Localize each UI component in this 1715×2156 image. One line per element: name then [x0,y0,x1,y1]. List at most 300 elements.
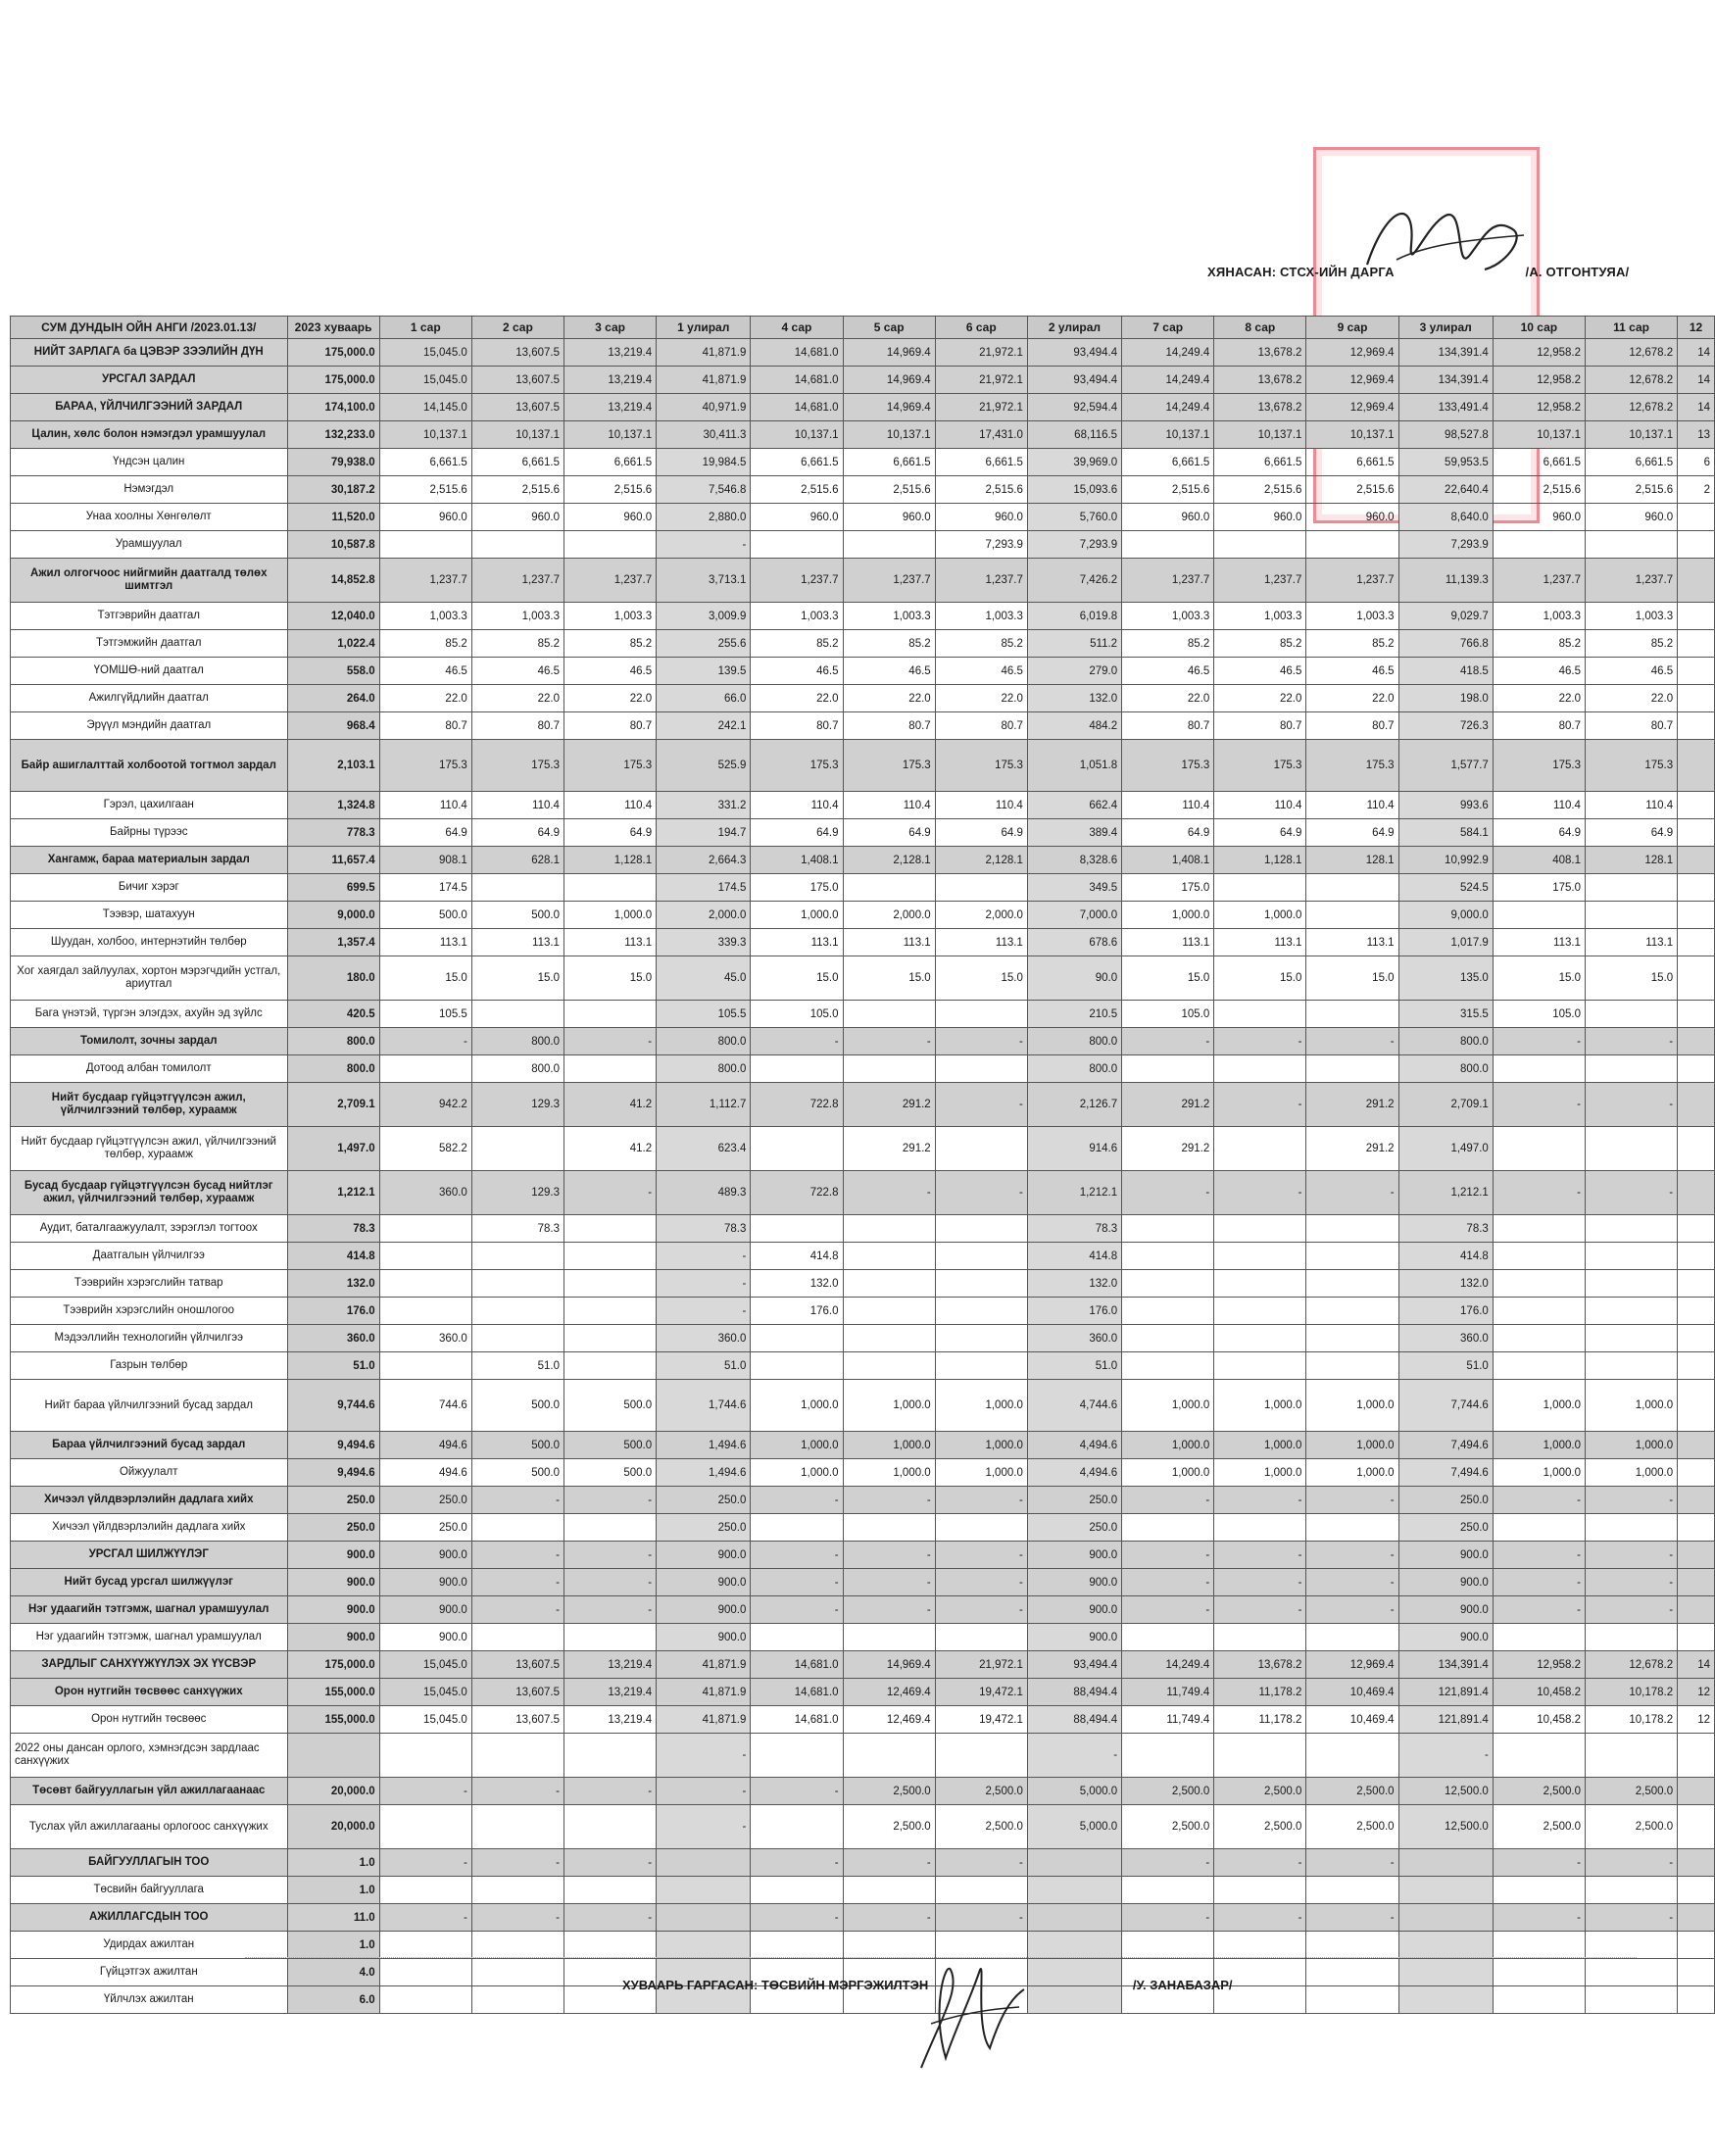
table-cell [1493,1932,1585,1959]
table-cell [471,1270,564,1298]
table-cell: 11,657.4 [287,847,379,874]
table-row [11,1215,1715,1243]
table-cell [1678,1986,1715,2014]
table-cell: 914.6 [1027,1127,1121,1171]
column-header: 3 улирал [1398,317,1493,339]
table-cell: 68,116.5 [1027,421,1121,449]
table-cell [843,1215,935,1243]
table-cell: 51.0 [287,1352,379,1380]
table-cell: 6,661.5 [1214,449,1306,476]
table-cell: 2,500.0 [1493,1778,1585,1805]
table-cell [1122,1877,1214,1904]
table-cell: 2,000.0 [843,902,935,929]
table-cell: - [1122,1849,1214,1877]
table-row [11,1651,1715,1679]
table-cell: 13,607.5 [471,1651,564,1679]
row-label: Бусад бусдаар гүйцэтгүүлсэн бусад нийтлэг ажил, үйлчилгээний төлбөр, хураамж [11,1171,288,1215]
table-cell: 7,293.9 [935,531,1027,559]
table-cell: 132.0 [287,1270,379,1298]
table-cell [1585,1959,1677,1986]
table-cell [1214,1932,1306,1959]
table-cell: - [935,1028,1027,1055]
table-cell [1493,1986,1585,2014]
column-header: 9 сар [1306,317,1398,339]
table-cell [935,1325,1027,1352]
table-cell [1678,929,1715,956]
table-cell: 80.7 [1306,712,1398,740]
table-row [11,1001,1715,1028]
table-cell: 500.0 [471,1380,564,1432]
table-cell [1122,1055,1214,1083]
table-row [11,1778,1715,1805]
table-cell: 1,000.0 [1214,902,1306,929]
table-cell: 331.2 [657,792,751,819]
table-cell [1678,1028,1715,1055]
table-cell [1306,902,1398,929]
column-header: 3 сар [564,317,656,339]
table-cell: 21,972.1 [935,1651,1027,1679]
table-cell: - [843,1569,935,1596]
table-cell: 13 [1678,421,1715,449]
table-cell [1678,1459,1715,1487]
table-cell: 360.0 [379,1325,471,1352]
table-cell: 900.0 [1398,1569,1493,1596]
table-cell [1398,1986,1493,2014]
approver-signature [1357,186,1534,304]
table-cell: 13,219.4 [564,1651,656,1679]
table-cell: - [1306,1542,1398,1569]
table-cell: 64.9 [843,819,935,847]
table-cell: 12,958.2 [1493,394,1585,421]
table-cell: 12,678.2 [1585,1651,1677,1679]
table-cell: 93,494.4 [1027,339,1121,367]
table-row [11,476,1715,504]
table-cell: 500.0 [471,902,564,929]
table-cell: 900.0 [1398,1596,1493,1624]
table-row [11,685,1715,712]
table-cell: 2,709.1 [287,1083,379,1127]
table-row [11,1487,1715,1514]
table-cell: - [1122,1569,1214,1596]
table-cell: 623.4 [657,1127,751,1171]
table-cell: 960.0 [1585,504,1677,531]
row-label: Нийт бусад урсгал шилжүүлэг [11,1569,288,1596]
table-cell [1585,1270,1677,1298]
table-cell [564,1243,656,1270]
table-cell: 15,045.0 [379,1706,471,1734]
table-cell: 1,237.7 [1585,559,1677,603]
row-label: ЗАРДЛЫГ САНХҮҮЖҮҮЛЭХ ЭХ ҮҮСВЭР [11,1651,288,1679]
table-cell: 46.5 [471,658,564,685]
table-cell: 93,494.4 [1027,367,1121,394]
table-cell: - [657,531,751,559]
table-cell: 22.0 [935,685,1027,712]
table-cell: - [1122,1904,1214,1932]
table-cell: 349.5 [1027,874,1121,902]
table-cell: 93,494.4 [1027,1651,1121,1679]
table-cell: 19,472.1 [935,1706,1027,1734]
table-cell: - [935,1171,1027,1215]
table-cell: 134,391.4 [1398,1651,1493,1679]
table-cell: 584.1 [1398,819,1493,847]
table-cell: 20,000.0 [287,1778,379,1805]
table-cell: 110.4 [1585,792,1677,819]
table-cell [379,1215,471,1243]
table-cell: 2,515.6 [379,476,471,504]
table-cell [1122,1215,1214,1243]
table-cell: - [1122,1028,1214,1055]
table-cell: 525.9 [657,740,751,792]
table-cell: 744.6 [379,1380,471,1432]
table-cell [1214,1055,1306,1083]
approval-line [1207,265,1629,279]
table-cell [1306,1352,1398,1380]
table-cell: - [1585,1849,1677,1877]
table-cell [1678,792,1715,819]
table-cell: 1,000.0 [1585,1380,1677,1432]
table-cell: 80.7 [471,712,564,740]
table-cell: 2,515.6 [1214,476,1306,504]
table-cell: 121,891.4 [1398,1679,1493,1706]
table-cell: - [379,1028,471,1055]
table-cell [935,1270,1027,1298]
table-cell: 175,000.0 [287,1651,379,1679]
table-cell: 22.0 [471,685,564,712]
table-cell: 250.0 [1398,1487,1493,1514]
table-cell: 14,249.4 [1122,339,1214,367]
table-cell: - [1306,1028,1398,1055]
table-cell: 12,958.2 [1493,367,1585,394]
table-cell: 250.0 [287,1514,379,1542]
table-cell: 250.0 [657,1514,751,1542]
table-cell [1678,1805,1715,1849]
table-cell [471,1986,564,2014]
table-cell: 14,969.4 [843,1651,935,1679]
table-cell [1306,1959,1398,1986]
table-cell: 14 [1678,339,1715,367]
table-cell: 92,594.4 [1027,394,1121,421]
table-cell: 85.2 [935,630,1027,658]
table-cell: 2,000.0 [935,902,1027,929]
table-cell: 132.0 [751,1270,843,1298]
table-cell: 110.4 [1122,792,1214,819]
table-cell: 85.2 [1306,630,1398,658]
row-label: Нэг удаагийн тэтгэмж, шагнал урамшуулал [11,1624,288,1651]
table-row [11,1127,1715,1171]
table-cell: 1,022.4 [287,630,379,658]
table-cell: 960.0 [1122,504,1214,531]
table-cell [379,1352,471,1380]
table-cell: 10,137.1 [564,421,656,449]
table-cell: 80.7 [564,712,656,740]
table-cell: 175.3 [471,740,564,792]
table-cell: 176.0 [1398,1298,1493,1325]
table-row [11,1270,1715,1298]
table-cell: 250.0 [379,1487,471,1514]
table-cell: 12,969.4 [1306,339,1398,367]
table-cell [564,1734,656,1778]
table-cell: 113.1 [1493,929,1585,956]
table-cell: 1,000.0 [1214,1380,1306,1432]
row-label: Туслах үйл ажиллагааны орлогоос санхүүжих [11,1805,288,1849]
table-cell: - [751,1028,843,1055]
table-row [11,1083,1715,1127]
table-cell: 494.6 [379,1459,471,1487]
table-cell: 1,237.7 [935,559,1027,603]
table-cell [751,1932,843,1959]
table-cell: 78.3 [1398,1215,1493,1243]
table-cell: 2,515.6 [843,476,935,504]
table-cell: 800.0 [1027,1028,1121,1055]
table-cell: 6.0 [287,1986,379,2014]
table-cell [1678,1904,1715,1932]
table-cell [1122,1298,1214,1325]
table-cell [1678,1325,1715,1352]
table-cell: 13,219.4 [564,339,656,367]
table-cell [751,1624,843,1651]
table-cell: 64.9 [1214,819,1306,847]
table-cell: 1,237.7 [1214,559,1306,603]
table-cell: 6,661.5 [935,449,1027,476]
row-label: Урамшуулал [11,531,288,559]
table-cell: 15.0 [379,956,471,1001]
table-cell: 174,100.0 [287,394,379,421]
table-cell: 900.0 [379,1569,471,1596]
table-cell: 51.0 [471,1352,564,1380]
table-cell [1678,712,1715,740]
table-cell: 85.2 [379,630,471,658]
table-cell: 80.7 [379,712,471,740]
table-cell: 1,212.1 [287,1171,379,1215]
table-cell: 414.8 [751,1243,843,1270]
table-cell: 418.5 [1398,658,1493,685]
table-cell: 900.0 [287,1596,379,1624]
table-cell: - [843,1904,935,1932]
table-cell: 2,500.0 [1585,1805,1677,1849]
table-cell: 942.2 [379,1083,471,1127]
table-cell: 1,237.7 [1306,559,1398,603]
table-row [11,1679,1715,1706]
row-label: Бараа үйлчилгээний бусад зардал [11,1432,288,1459]
table-cell [657,1932,751,1959]
table-cell [1306,1215,1398,1243]
column-header: 2023 хуваарь [287,317,379,339]
table-row [11,1432,1715,1459]
table-cell [843,1325,935,1352]
table-cell [751,1734,843,1778]
table-cell: 85.2 [471,630,564,658]
table-cell [1493,1270,1585,1298]
table-cell: 628.1 [471,847,564,874]
column-header: 11 сар [1585,317,1677,339]
table-cell [471,1514,564,1542]
table-cell: 113.1 [471,929,564,956]
table-cell: 13,607.5 [471,394,564,421]
table-cell [1585,531,1677,559]
table-cell: 582.2 [379,1127,471,1171]
table-cell: 1,237.7 [751,559,843,603]
table-cell [1678,1596,1715,1624]
table-cell: 1,003.3 [1122,603,1214,630]
table-cell: 1,000.0 [1214,1459,1306,1487]
row-label: Даатгалын үйлчилгээ [11,1243,288,1270]
table-cell: 10,587.8 [287,531,379,559]
table-cell: 78.3 [657,1215,751,1243]
table-cell: 7,293.9 [1027,531,1121,559]
table-cell [471,1001,564,1028]
table-cell [657,1849,751,1877]
table-cell [1678,1352,1715,1380]
table-cell: 14,681.0 [751,1706,843,1734]
table-cell: 500.0 [471,1432,564,1459]
column-header: 6 сар [935,317,1027,339]
row-label: Үндсэн цалин [11,449,288,476]
table-cell: 6,019.8 [1027,603,1121,630]
table-cell [379,1877,471,1904]
table-cell: - [935,1542,1027,1569]
table-cell: - [657,1243,751,1270]
table-cell [843,1877,935,1904]
table-cell: 15.0 [843,956,935,1001]
row-label: АЖИЛЛАГСДЫН ТОО [11,1904,288,1932]
table-cell: 1,212.1 [1027,1171,1121,1215]
table-cell: 51.0 [1398,1352,1493,1380]
table-cell: 291.2 [1122,1083,1214,1127]
table-cell: - [1122,1171,1214,1215]
table-row [11,1243,1715,1270]
table-cell: 10,137.1 [843,421,935,449]
table-cell: 14,681.0 [751,339,843,367]
table-cell: 15,045.0 [379,1679,471,1706]
table-cell [935,1215,1027,1243]
table-cell: - [1585,1542,1677,1569]
row-label: Бага үнэтэй, түргэн элэгдэх, ахуйн эд зүйлс [11,1001,288,1028]
table-cell [843,874,935,902]
table-cell: 360.0 [1398,1325,1493,1352]
table-cell: 1,497.0 [1398,1127,1493,1171]
table-cell: 2,500.0 [935,1778,1027,1805]
table-cell: 4,744.6 [1027,1380,1121,1432]
table-cell: 1,408.1 [751,847,843,874]
table-cell [657,1877,751,1904]
table-cell [471,1325,564,1352]
table-cell: 113.1 [843,929,935,956]
table-cell: 175.3 [1585,740,1677,792]
table-cell: 315.5 [1398,1001,1493,1028]
table-cell: 250.0 [1027,1514,1121,1542]
table-cell: - [564,1542,656,1569]
table-cell [935,1298,1027,1325]
table-cell: 175,000.0 [287,339,379,367]
row-label: Тээвэр, шатахуун [11,902,288,929]
table-cell: 180.0 [287,956,379,1001]
table-cell: 105.0 [1493,1001,1585,1028]
table-cell [843,1352,935,1380]
table-cell [1398,1904,1493,1932]
table-cell: 15.0 [751,956,843,1001]
table-cell: 110.4 [1214,792,1306,819]
table-cell: 194.7 [657,819,751,847]
table-cell: 960.0 [379,504,471,531]
table-cell: 46.5 [1585,658,1677,685]
table-cell [1214,1514,1306,1542]
table-cell: 9,000.0 [287,902,379,929]
table-cell: 12,469.4 [843,1706,935,1734]
table-cell [564,1270,656,1298]
table-cell: 1.0 [287,1877,379,1904]
table-cell: 129.3 [471,1083,564,1127]
row-label: Тээврийн хэрэгслийн татвар [11,1270,288,1298]
table-cell: 66.0 [657,685,751,712]
table-cell [1585,1624,1677,1651]
table-cell: 250.0 [287,1487,379,1514]
table-cell: 14,145.0 [379,394,471,421]
table-cell [1678,847,1715,874]
row-label: Орон нутгийн төсвөөс [11,1706,288,1734]
table-cell: 8,640.0 [1398,504,1493,531]
table-row [11,658,1715,685]
table-cell: 960.0 [1306,504,1398,531]
table-cell: - [751,1778,843,1805]
table-cell: - [751,1487,843,1514]
table-cell: 176.0 [751,1298,843,1325]
table-cell: 134,391.4 [1398,339,1493,367]
table-cell: 1,003.3 [751,603,843,630]
table-cell: 176.0 [1027,1298,1121,1325]
table-cell [1306,1270,1398,1298]
table-cell: 960.0 [843,504,935,531]
table-cell [1678,658,1715,685]
table-cell [564,1352,656,1380]
budget-table [10,316,1715,2014]
table-cell: 41.2 [564,1127,656,1171]
table-cell: 5,000.0 [1027,1778,1121,1805]
table-cell: 41,871.9 [657,339,751,367]
table-cell [1678,504,1715,531]
table-cell: 121,891.4 [1398,1706,1493,1734]
table-cell: 41,871.9 [657,1679,751,1706]
table-cell: 132.0 [1398,1270,1493,1298]
table-cell: - [471,1778,564,1805]
table-cell [1122,531,1214,559]
table-cell: 64.9 [1122,819,1214,847]
table-cell: 1,000.0 [843,1380,935,1432]
table-row [11,1904,1715,1932]
table-cell: 30,187.2 [287,476,379,504]
table-cell: - [564,1778,656,1805]
table-cell: 8,328.6 [1027,847,1121,874]
table-cell: 110.4 [471,792,564,819]
table-cell [1214,1734,1306,1778]
row-label: Нэмэгдэл [11,476,288,504]
table-cell [379,1243,471,1270]
table-cell: - [751,1542,843,1569]
table-cell [843,531,935,559]
table-cell: - [471,1596,564,1624]
table-cell: 174.5 [657,874,751,902]
table-cell: 511.2 [1027,630,1121,658]
table-cell: 800.0 [1027,1055,1121,1083]
table-cell: 14,681.0 [751,1651,843,1679]
table-cell: 1,000.0 [751,1380,843,1432]
table-cell: 46.5 [1306,658,1398,685]
table-cell: 250.0 [1027,1487,1121,1514]
table-cell: - [1493,1849,1585,1877]
table-cell [1678,1849,1715,1877]
table-cell [1214,874,1306,902]
table-cell: - [1493,1596,1585,1624]
table-cell: 4,494.6 [1027,1432,1121,1459]
